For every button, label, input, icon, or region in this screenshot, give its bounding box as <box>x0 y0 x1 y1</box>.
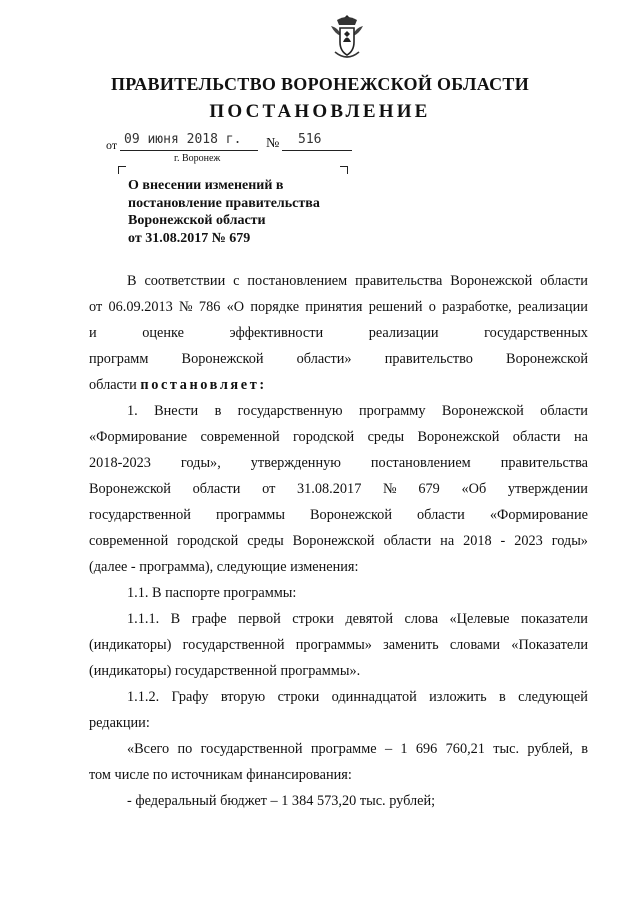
word: Графу <box>171 689 209 705</box>
word: – <box>384 741 393 757</box>
word: современной <box>200 429 280 445</box>
word: от <box>262 481 276 497</box>
word: государственной <box>182 637 285 653</box>
word: правительство <box>384 351 473 367</box>
word: «Всего <box>127 741 170 757</box>
text-line <box>89 320 588 346</box>
word: программы» <box>295 637 372 653</box>
subject-line: Воронежской области <box>128 213 266 228</box>
date-value: 09 июня 2018 г. <box>124 132 242 147</box>
word: «Формирование <box>489 507 588 523</box>
word: 1.1.2. <box>127 689 160 705</box>
word: программе <box>310 741 377 757</box>
word: области <box>192 481 241 497</box>
word: утверждении <box>507 481 588 497</box>
word: рублей, <box>527 741 573 757</box>
text-line <box>89 632 588 658</box>
word: - <box>500 533 506 549</box>
word: следующей <box>518 689 588 705</box>
word: программу <box>358 403 426 419</box>
word: Внести <box>154 403 199 419</box>
word: строки <box>292 611 334 627</box>
word: 2018-2023 <box>89 455 151 471</box>
word: о <box>428 299 436 315</box>
date-label: от <box>106 138 118 152</box>
text-line <box>89 372 588 398</box>
number-field <box>282 132 352 151</box>
word: области» <box>296 351 352 367</box>
word: 786 <box>198 299 221 315</box>
word: государственных <box>484 325 588 341</box>
text-line <box>89 294 588 320</box>
word: среды <box>367 429 405 445</box>
word: постановлением <box>370 455 471 471</box>
word: программ <box>89 351 149 367</box>
word: слова <box>404 611 439 627</box>
word: вторую <box>220 689 266 705</box>
text-line <box>89 606 588 632</box>
word: Воронежской <box>441 403 524 419</box>
coat-of-arms-icon <box>327 12 367 62</box>
word: программы <box>215 507 285 523</box>
operative-word: постановляет: <box>140 377 267 393</box>
word: одиннадцатой <box>331 689 417 705</box>
word: правительства <box>500 455 588 471</box>
word: области <box>417 507 465 523</box>
word: современной <box>89 533 169 549</box>
text-line: (индикаторы) государственной программы». <box>89 663 361 679</box>
word: тыс. <box>493 741 520 757</box>
text-line <box>89 528 588 554</box>
word: годы», <box>180 455 221 471</box>
word: 31.08.2017 <box>297 481 362 497</box>
document-type-title: ПОСТАНОВЛЕНИЕ <box>209 101 431 122</box>
word: изложить <box>429 689 487 705</box>
word: 679 <box>418 481 440 497</box>
word: среды <box>247 533 284 549</box>
word: в <box>214 403 222 419</box>
word: «Об <box>461 481 487 497</box>
word: Воронежской <box>292 533 375 549</box>
word: порядке <box>250 299 300 315</box>
text-line <box>89 424 588 450</box>
text-line: редакции: <box>89 715 150 731</box>
city-label: г. Воронеж <box>174 153 221 164</box>
number-label: № <box>266 136 280 151</box>
document-body <box>89 268 588 814</box>
word: Воронежской <box>310 507 392 523</box>
text-line <box>89 736 588 762</box>
word: «Формирование <box>89 429 188 445</box>
word: соответствии <box>144 273 226 289</box>
word: девятой <box>345 611 394 627</box>
word: 1. <box>127 403 138 419</box>
text-line: том числе по источникам финансирования: <box>89 767 352 783</box>
word: Воронежской <box>506 351 588 367</box>
text-line: (далее - программа), следующие изменения: <box>89 559 359 575</box>
word: заменить <box>383 637 439 653</box>
word: «О <box>226 299 245 315</box>
word: области <box>383 533 432 549</box>
word: в <box>581 741 588 757</box>
text-line <box>89 268 588 294</box>
word: области <box>540 403 588 419</box>
word: Воронежской <box>450 273 533 289</box>
word: 2023 <box>514 533 543 549</box>
word: государственной <box>89 507 191 523</box>
word: городской <box>293 429 355 445</box>
word: оценке <box>142 325 184 341</box>
word: реализации <box>368 325 439 341</box>
date-field <box>120 132 258 151</box>
subject-line: О внесении изменений в <box>128 178 284 193</box>
word: решений <box>368 299 423 315</box>
word: 1.1.1. <box>127 611 160 627</box>
word: словами <box>449 637 501 653</box>
word: государственной <box>200 741 303 757</box>
word: графе <box>191 611 227 627</box>
word: утвержденную <box>250 455 341 471</box>
word: с <box>233 273 240 289</box>
word: по <box>177 741 193 757</box>
text-segment: области <box>89 377 137 393</box>
word: реализации <box>518 299 588 315</box>
word: эффективности <box>229 325 324 341</box>
word: В <box>170 611 181 627</box>
word: 760,21 <box>445 741 485 757</box>
word: «Целевые <box>449 611 510 627</box>
text-line <box>89 346 588 372</box>
word: на <box>573 429 588 445</box>
word: 696 <box>415 741 438 757</box>
text-line <box>89 476 588 502</box>
text-line <box>89 502 588 528</box>
word: разработке, <box>442 299 512 315</box>
word: В <box>127 273 137 289</box>
word: Воронежской <box>417 429 500 445</box>
organization-title: ПРАВИТЕЛЬСТВО ВОРОНЕЖСКОЙ ОБЛАСТИ <box>110 74 530 94</box>
word: от <box>89 299 103 315</box>
word: государственную <box>237 403 343 419</box>
word: 2018 <box>463 533 492 549</box>
subject-corner-left <box>118 166 126 174</box>
word: на <box>440 533 455 549</box>
subject-line: от 31.08.2017 № 679 <box>128 230 251 246</box>
document-subject <box>128 177 368 247</box>
word: городской <box>177 533 239 549</box>
word: «Показатели <box>511 637 588 653</box>
word: строки <box>277 689 320 705</box>
text-line <box>89 398 588 424</box>
word: области <box>540 273 588 289</box>
subject-corner-right <box>340 166 348 174</box>
number-value: 516 <box>298 132 322 147</box>
word: и <box>89 325 97 341</box>
subject-line: постановление правительства <box>128 195 320 211</box>
word: первой <box>238 611 281 627</box>
word: № <box>179 299 193 315</box>
word: (индикаторы) <box>89 637 172 653</box>
word: 1 <box>400 741 408 757</box>
word: области <box>512 429 561 445</box>
word: Воронежской <box>181 351 264 367</box>
word: правительства <box>355 273 443 289</box>
word: показатели <box>521 611 588 627</box>
text-line <box>89 684 588 710</box>
word: постановлением <box>247 273 348 289</box>
word: принятия <box>305 299 363 315</box>
word: 06.09.2013 <box>108 299 173 315</box>
word: в <box>499 689 506 705</box>
word: Воронежской <box>89 481 171 497</box>
text-line <box>89 450 588 476</box>
word: № <box>383 481 397 497</box>
word: годы» <box>551 533 588 549</box>
text-line: - федеральный бюджет – 1 384 573,20 тыс. рублей; <box>127 793 436 809</box>
text-line: 1.1. В паспорте программы: <box>127 585 297 601</box>
